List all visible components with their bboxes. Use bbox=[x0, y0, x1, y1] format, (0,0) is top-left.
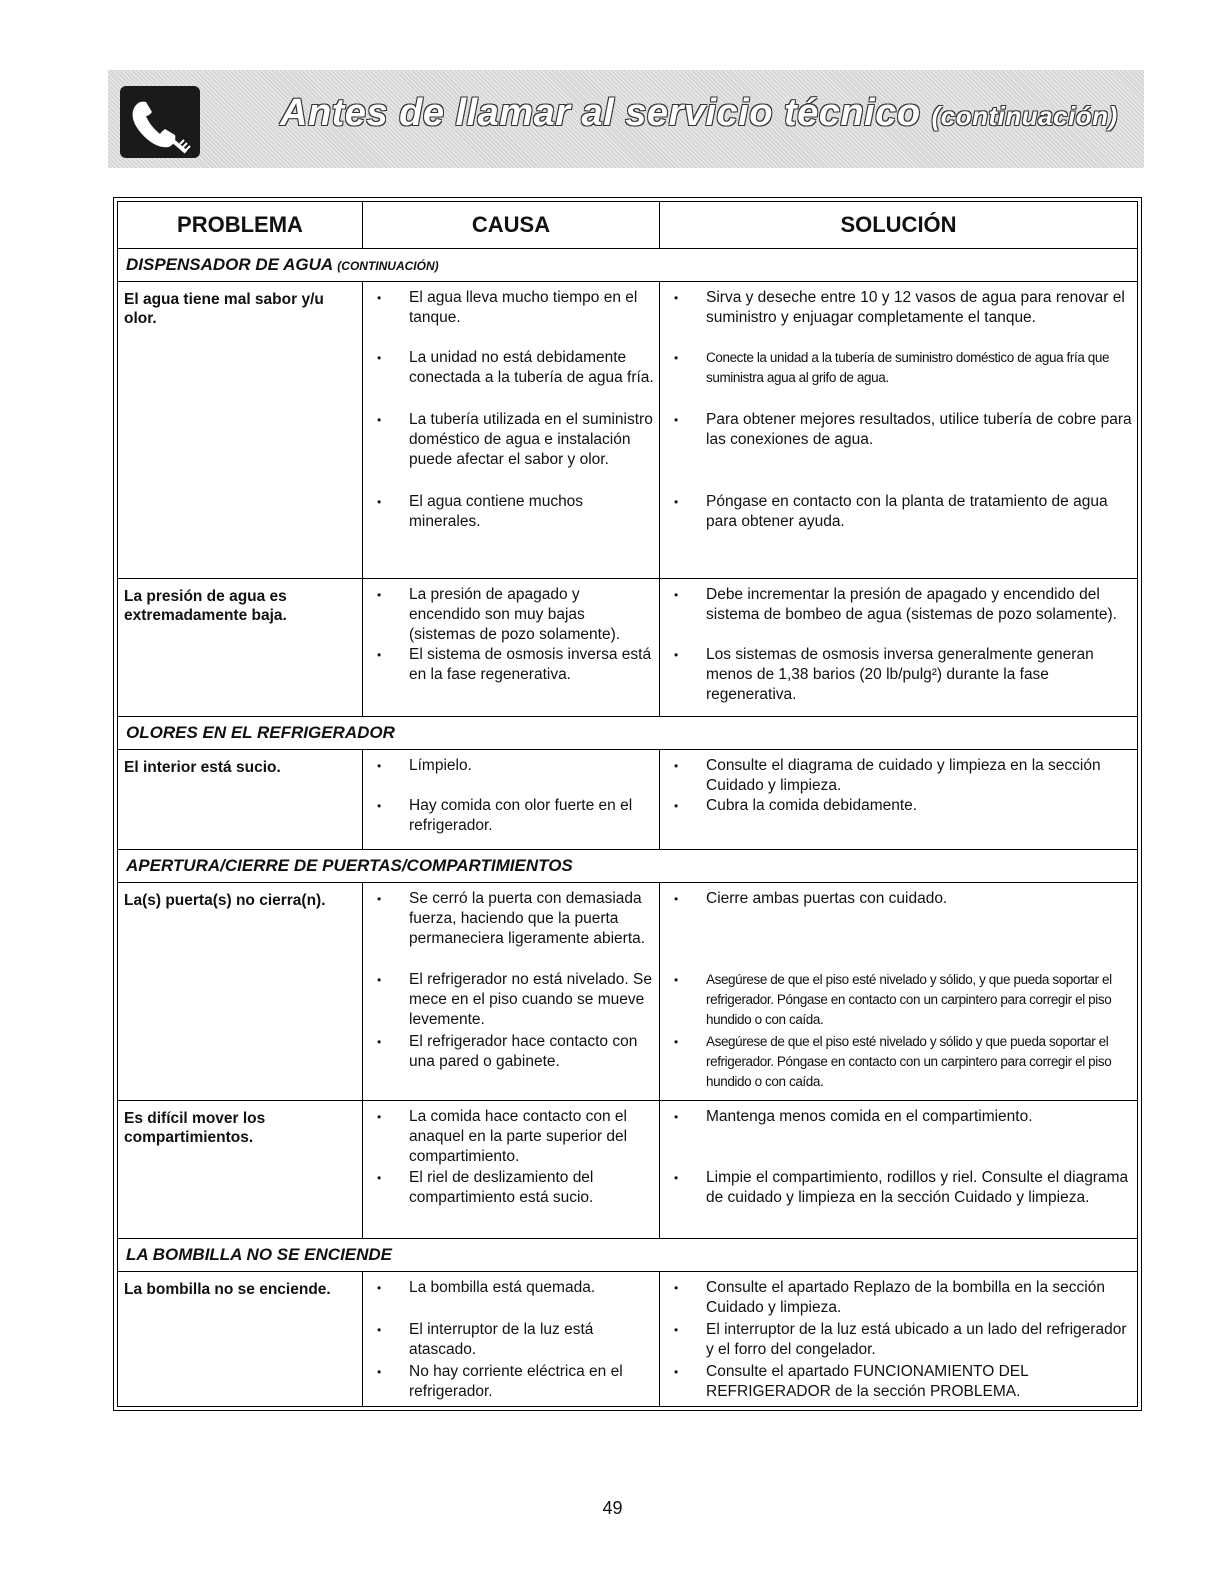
table-row bbox=[118, 579, 1138, 717]
header-banner bbox=[108, 70, 1144, 168]
section-row bbox=[118, 249, 1138, 282]
section-title: OLORES EN EL REFRIGERADOR bbox=[118, 717, 1138, 750]
section-row bbox=[118, 1239, 1138, 1272]
cause-cell bbox=[363, 1101, 660, 1239]
cause-item: • El riel de deslizamiento del compartimiento está sucio. bbox=[373, 1168, 655, 1208]
table-row bbox=[118, 282, 1138, 579]
cause-item: • Límpielo. bbox=[373, 756, 655, 796]
section-title: LA BOMBILLA NO SE ENCIENDE bbox=[118, 1239, 1138, 1272]
cause-item: • La unidad no está debidamente conectada a la tubería de agua fría. bbox=[373, 348, 655, 410]
section-title-suffix: (CONTINUACIÓN) bbox=[337, 259, 439, 273]
section-row bbox=[118, 717, 1138, 750]
solution-cell bbox=[660, 750, 1138, 850]
problem-cell: El interior está sucio. bbox=[118, 750, 363, 850]
solution-item: • Cubra la comida debidamente. bbox=[670, 796, 1133, 816]
cause-item: • No hay corriente eléctrica en el refrigerador. bbox=[373, 1362, 655, 1402]
solution-cell bbox=[660, 883, 1138, 1101]
solution-item: • Limpie el compartimiento, rodillos y riel. Consulte el diagrama de cuidado y limpieza en la sección Cuidado y limpieza. bbox=[670, 1168, 1133, 1208]
solution-cell bbox=[660, 1101, 1138, 1239]
header-solucion: SOLUCIÓN bbox=[660, 202, 1138, 249]
cause-item: • Hay comida con olor fuerte en el refrigerador. bbox=[373, 796, 655, 836]
solution-cell bbox=[660, 282, 1138, 579]
troubleshooting-table bbox=[117, 201, 1138, 1407]
table-row bbox=[118, 1101, 1138, 1239]
table-row bbox=[118, 750, 1138, 850]
cause-item: • El refrigerador no está nivelado. Se mece en el piso cuando se mueve levemente. bbox=[373, 970, 655, 1032]
solution-item: • Mantenga menos comida en el compartimiento. bbox=[670, 1107, 1133, 1168]
solution-item: • Sirva y deseche entre 10 y 12 vasos de agua para renovar el suministro y enjuagar completamente el tanque. bbox=[670, 288, 1133, 348]
cause-cell bbox=[363, 1272, 660, 1407]
solution-item: • Consulte el apartado Replazo de la bombilla en la sección Cuidado y limpieza. bbox=[670, 1278, 1133, 1320]
solution-cell bbox=[660, 1272, 1138, 1407]
solution-cell bbox=[660, 579, 1138, 717]
section-row bbox=[118, 850, 1138, 883]
cause-cell bbox=[363, 750, 660, 850]
problem-cell: La presión de agua es extremadamente baja. bbox=[118, 579, 363, 717]
title-text: Antes de llamar al servicio técnico bbox=[280, 92, 921, 134]
problem-cell: El agua tiene mal sabor y/u olor. bbox=[118, 282, 363, 579]
problem-cell: La bombilla no se enciende. bbox=[118, 1272, 363, 1407]
page-title bbox=[280, 92, 1118, 135]
solution-item: • Consulte el apartado FUNCIONAMIENTO DEL REFRIGERADOR de la sección PROBLEMA. bbox=[670, 1362, 1133, 1402]
solution-item: • Los sistemas de osmosis inversa generalmente generan menos de 1,38 barios (20 lb/pulg²) durante la fase regenerativa. bbox=[670, 645, 1133, 705]
solution-item: • Conecte la unidad a la tubería de suministro doméstico de agua fría que suministra agua al grifo de agua. bbox=[670, 348, 1133, 410]
table-row bbox=[118, 1272, 1138, 1407]
solution-item: • Debe incrementar la presión de apagado y encendido del sistema de bombeo de agua (sistemas de pozo solamente). bbox=[670, 585, 1133, 645]
cause-item: • El agua contiene muchos minerales. bbox=[373, 492, 655, 532]
solution-item: • Asegúrese de que el piso esté nivelado y sólido, y que pueda soportar el refrigerador. Póngase en contacto con un carpintero para corregir el piso hundido o con caída. bbox=[670, 970, 1133, 1032]
section-title-text: DISPENSADOR DE AGUA bbox=[126, 255, 333, 274]
problem-cell: Es difícil mover los compartimientos. bbox=[118, 1101, 363, 1239]
cause-item: • La presión de apagado y encendido son muy bajas (sistemas de pozo solamente). bbox=[373, 585, 655, 645]
cause-item: • La bombilla está quemada. bbox=[373, 1278, 655, 1320]
cause-item: • El sistema de osmosis inversa está en la fase regenerativa. bbox=[373, 645, 655, 685]
header-causa: CAUSA bbox=[363, 202, 660, 249]
title-suffix: (continuación) bbox=[931, 101, 1118, 131]
cause-item: • El agua lleva mucho tiempo en el tanque. bbox=[373, 288, 655, 348]
cause-cell bbox=[363, 883, 660, 1101]
solution-item: • Para obtener mejores resultados, utilice tubería de cobre para las conexiones de agua. bbox=[670, 410, 1133, 492]
cause-item: • La tubería utilizada en el suministro doméstico de agua e instalación puede afectar el sabor y olor. bbox=[373, 410, 655, 492]
table-row bbox=[118, 883, 1138, 1101]
problem-cell: La(s) puerta(s) no cierra(n). bbox=[118, 883, 363, 1101]
solution-item: • Asegúrese de que el piso esté nivelado y sólido y que pueda soportar el refrigerador. Póngase en contacto con un carpintero para corregir el piso hundido o con caída. bbox=[670, 1032, 1133, 1092]
cause-item: • El interruptor de la luz está atascado. bbox=[373, 1320, 655, 1362]
cause-item: • La comida hace contacto con el anaquel en la parte superior del compartimiento. bbox=[373, 1107, 655, 1168]
solution-item: • Póngase en contacto con la planta de tratamiento de agua para obtener ayuda. bbox=[670, 492, 1133, 532]
solution-item: • El interruptor de la luz está ubicado a un lado del refrigerador y el forro del congelador. bbox=[670, 1320, 1133, 1362]
solution-item: • Cierre ambas puertas con cuidado. bbox=[670, 889, 1133, 970]
header-problema: PROBLEMA bbox=[118, 202, 363, 249]
phone-repair-icon bbox=[120, 86, 200, 158]
section-title: APERTURA/CIERRE DE PUERTAS/COMPARTIMIENTOS bbox=[118, 850, 1138, 883]
cause-cell bbox=[363, 579, 660, 717]
cause-item: • El refrigerador hace contacto con una pared o gabinete. bbox=[373, 1032, 655, 1072]
table-header-row bbox=[118, 202, 1138, 249]
troubleshooting-table-frame bbox=[113, 197, 1142, 1411]
section-title bbox=[118, 249, 1138, 282]
cause-item: • Se cerró la puerta con demasiada fuerza, haciendo que la puerta permaneciera ligeramente abierta. bbox=[373, 889, 655, 970]
cause-cell bbox=[363, 282, 660, 579]
solution-item: • Consulte el diagrama de cuidado y limpieza en la sección Cuidado y limpieza. bbox=[670, 756, 1133, 796]
page-number: 49 bbox=[602, 1498, 623, 1518]
